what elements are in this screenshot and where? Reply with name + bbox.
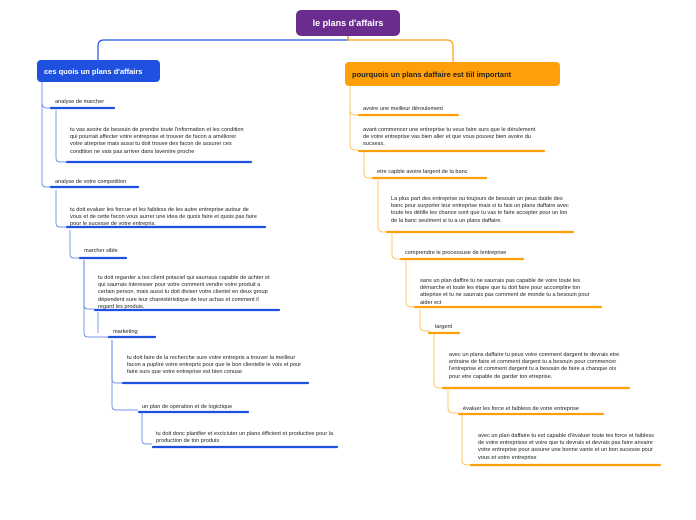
topic-argent-banc[interactable]: etre capble avoire largent de la banc — [377, 169, 468, 175]
topic-plan-operation[interactable]: un plan de opération et de logictique — [142, 404, 233, 410]
main-topic-left[interactable]: ces quois un plans d'affairs — [37, 60, 160, 82]
topic-meilleur-deroulement[interactable]: avoire une meilleur déroulement — [363, 106, 443, 112]
topic-evaluer[interactable]: évaluer les force et faibless de votre entreprise — [463, 406, 579, 412]
topic-processus[interactable]: comprendre le processuse de lentreprise — [405, 250, 507, 256]
text-analyse-competition[interactable]: tu doit evaluer les forcue et les faibless de les autre entreprise autour de vous et de cette facon vous aurrer une idea de quois faire et quois pas faire pour le sucesse de votre entrepris. — [70, 207, 257, 228]
topic-marcher-sible[interactable]: marcher sible — [84, 248, 118, 254]
text-processus[interactable]: sans un plan daffire tu ne saurrais pas capable de voire toute les démarche et toute les étape que tu doit faire pour accomplire ton atteprise et tu ne saurrais pas comment de monde tu a besouin pour aider ect — [420, 278, 590, 306]
text-meilleur-deroulement[interactable]: avant commencer une entreprise tu veus faire surs que le dérulement de votre entreprise vas bien aller et que vous pouvez bien avoire du sucsess. — [363, 127, 536, 148]
text-marcher-sible[interactable]: tu doit regarder a tes client potaciel qui saurraus capable de achter et qui saurrais interesser pour votre comment vendre votre produit a certain person. mais aussi tu doit diviser votre clientel en deux group dépendent sure leur charéstéristique de leur achas et comment il regard les produis. — [98, 275, 270, 310]
topic-marketing[interactable]: marketing — [113, 329, 138, 335]
text-largent[interactable]: avec un plans daffaire tu peux voire comment dargent te devrais etre entraine de faire et comment dargent tu a besouin pour commencer l'entreprise et comment dargent tu a besouin de faire a chanque ois pour etre capable de garder ton etreprise. — [449, 352, 620, 380]
text-marketing[interactable]: tu doit faire de la recherche sure votre entrepris a trouver la meilleur facon a puplire votre entrepris pour que le bon clientelle le vois et pour faire surs que votre entreprise est bien conuse — [127, 355, 302, 376]
topic-analyse-competition[interactable]: analyse de votre competition — [55, 179, 127, 185]
main-topic-right[interactable]: pourquois un plans daffaire est tiil important — [345, 62, 560, 86]
text-evaluer[interactable]: avec un plan daffaire tu est capable d'évaluer toute tes force et faibless de votre entreprisse et voire que tu devrais et devrais pas faire anvaire votre entreprise pour assurer une bonne vante et un bon sucesse pour vous et votre entreprise — [478, 433, 655, 461]
root-topic[interactable]: le plans d'affairs — [296, 10, 400, 36]
text-plan-operation[interactable]: tu doit donc planifier et exciciuter un plans éfficient et productive pour la production de ton produis — [156, 431, 334, 445]
text-analyse-marcher[interactable]: tu vas avoire de besouin de prendre toute l'information et les condition qui pourrait affecter votre entreprise et trouver de facon a améliorer votre atreprise mais aussi tu doit trouve des facon de assurer ces condition ne vais pas arriver dans laveniire proche — [70, 127, 244, 155]
text-argent-banc[interactable]: La plus part des entreprise ou toujours de besouin un peus daide des banc pour surporter leur entreprise mais si tu fais un plans daffaire avec toute les détille les chance sont que tu vas te faire accepter pour un lon de la banc seulment si tu a un plans daffaire. — [391, 196, 569, 224]
topic-largent[interactable]: largent — [435, 324, 453, 330]
topic-analyse-marcher[interactable]: analyse de marcher — [55, 99, 105, 105]
